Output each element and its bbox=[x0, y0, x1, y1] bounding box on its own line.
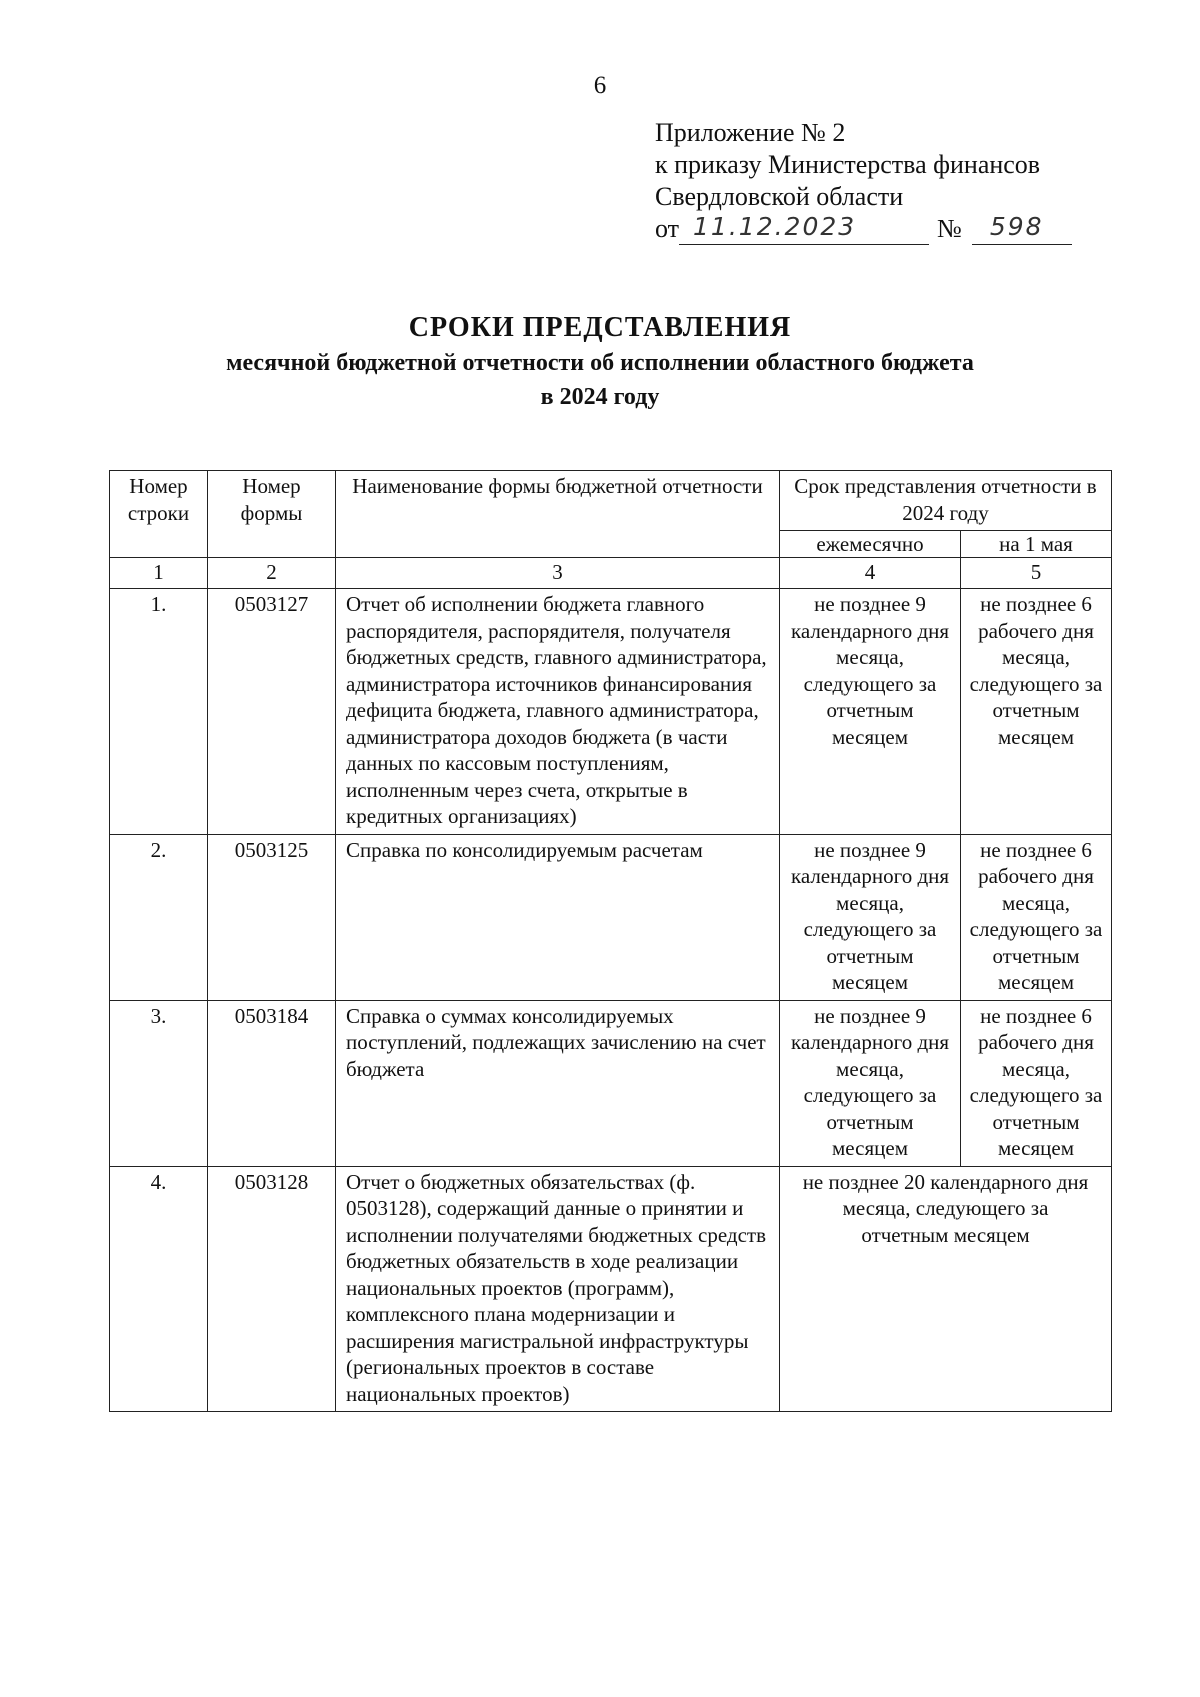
title-year: в 2024 году bbox=[540, 384, 660, 410]
order-date-number bbox=[655, 213, 1072, 245]
order-number-field bbox=[972, 212, 1072, 245]
col-index: 4 bbox=[780, 558, 961, 589]
header-form-no: Номер формы bbox=[208, 471, 336, 558]
deadline-may1: не позднее 6 рабочего дня месяца, следующего за отчетным месяцем bbox=[961, 589, 1112, 835]
deadline-monthly: не позднее 9 календарного дня месяца, следующего за отчетным месяцем bbox=[780, 589, 961, 835]
form-name: Справка по консолидируемым расчетам bbox=[336, 834, 780, 1000]
title-subtitle: месячной бюджетной отчетности об исполнении областного бюджета bbox=[226, 350, 974, 376]
form-name: Отчет об исполнении бюджета главного распорядителя, распорядителя, получателя бюджетных средств, главного администратора, администратора источников финансирования дефицита бюджета, главного администратора, администратора доходов бюджета (в части данных по кассовым поступлениям, исполненным через счета, открытые в кредитных организациях) bbox=[336, 589, 780, 835]
table-row bbox=[110, 834, 1112, 1000]
table-row bbox=[110, 1000, 1112, 1166]
order-date-field bbox=[679, 212, 929, 245]
header-deadline: Срок представления отчетности в 2024 году bbox=[780, 471, 1112, 531]
header-form-name: Наименование формы бюджетной отчетности bbox=[336, 471, 780, 558]
header-row-no: Номер строки bbox=[110, 471, 208, 558]
col-index: 3 bbox=[336, 558, 780, 589]
appendix-title: Приложение № 2 bbox=[655, 118, 846, 147]
page-number: 6 bbox=[593, 72, 607, 99]
title-main: СРОКИ ПРЕДСТАВЛЕНИЯ bbox=[408, 312, 792, 343]
appendix-region: Свердловской области bbox=[655, 182, 904, 211]
from-label: от bbox=[655, 214, 680, 243]
document-title bbox=[0, 310, 1200, 414]
appendix-order-ref: к приказу Министерства финансов bbox=[655, 150, 1041, 179]
col-index: 5 bbox=[961, 558, 1112, 589]
appendix-block bbox=[655, 117, 1072, 245]
deadline-may1: не позднее 6 рабочего дня месяца, следующего за отчетным месяцем bbox=[961, 834, 1112, 1000]
col-index: 2 bbox=[208, 558, 336, 589]
form-number: 0503128 bbox=[208, 1166, 336, 1412]
table-row bbox=[110, 589, 1112, 835]
order-date-handwritten: 11.12.2023 bbox=[693, 212, 857, 241]
form-number: 0503125 bbox=[208, 834, 336, 1000]
table-header-row bbox=[110, 471, 1112, 531]
row-number: 2. bbox=[110, 834, 208, 1000]
deadline-combined: не позднее 20 календарного дня месяца, следующего за отчетным месяцем bbox=[780, 1166, 1112, 1412]
number-sign: № bbox=[937, 214, 962, 243]
header-monthly: ежемесячно bbox=[780, 531, 961, 558]
form-name: Справка о суммах консолидируемых поступлений, подлежащих зачислению на счет бюджета bbox=[336, 1000, 780, 1166]
table-index-row bbox=[110, 558, 1112, 589]
order-number-handwritten: 598 bbox=[989, 212, 1044, 241]
table-row bbox=[110, 1166, 1112, 1412]
row-number: 4. bbox=[110, 1166, 208, 1412]
col-index: 1 bbox=[110, 558, 208, 589]
deadline-may1: не позднее 6 рабочего дня месяца, следующего за отчетным месяцем bbox=[961, 1000, 1112, 1166]
header-may1: на 1 мая bbox=[961, 531, 1112, 558]
form-number: 0503184 bbox=[208, 1000, 336, 1166]
form-number: 0503127 bbox=[208, 589, 336, 835]
deadline-monthly: не позднее 9 календарного дня месяца, следующего за отчетным месяцем bbox=[780, 1000, 961, 1166]
row-number: 1. bbox=[110, 589, 208, 835]
row-number: 3. bbox=[110, 1000, 208, 1166]
deadline-table bbox=[109, 470, 1112, 1412]
form-name: Отчет о бюджетных обязательствах (ф. 0503128), содержащий данные о принятии и исполнении получателями бюджетных средств бюджетных обязательств в ходе реализации национальных проектов (программ), комплексного плана модернизации и расширения магистральной инфраструктуры (региональных проектов в составе национальных проектов) bbox=[336, 1166, 780, 1412]
deadline-monthly: не позднее 9 календарного дня месяца, следующего за отчетным месяцем bbox=[780, 834, 961, 1000]
